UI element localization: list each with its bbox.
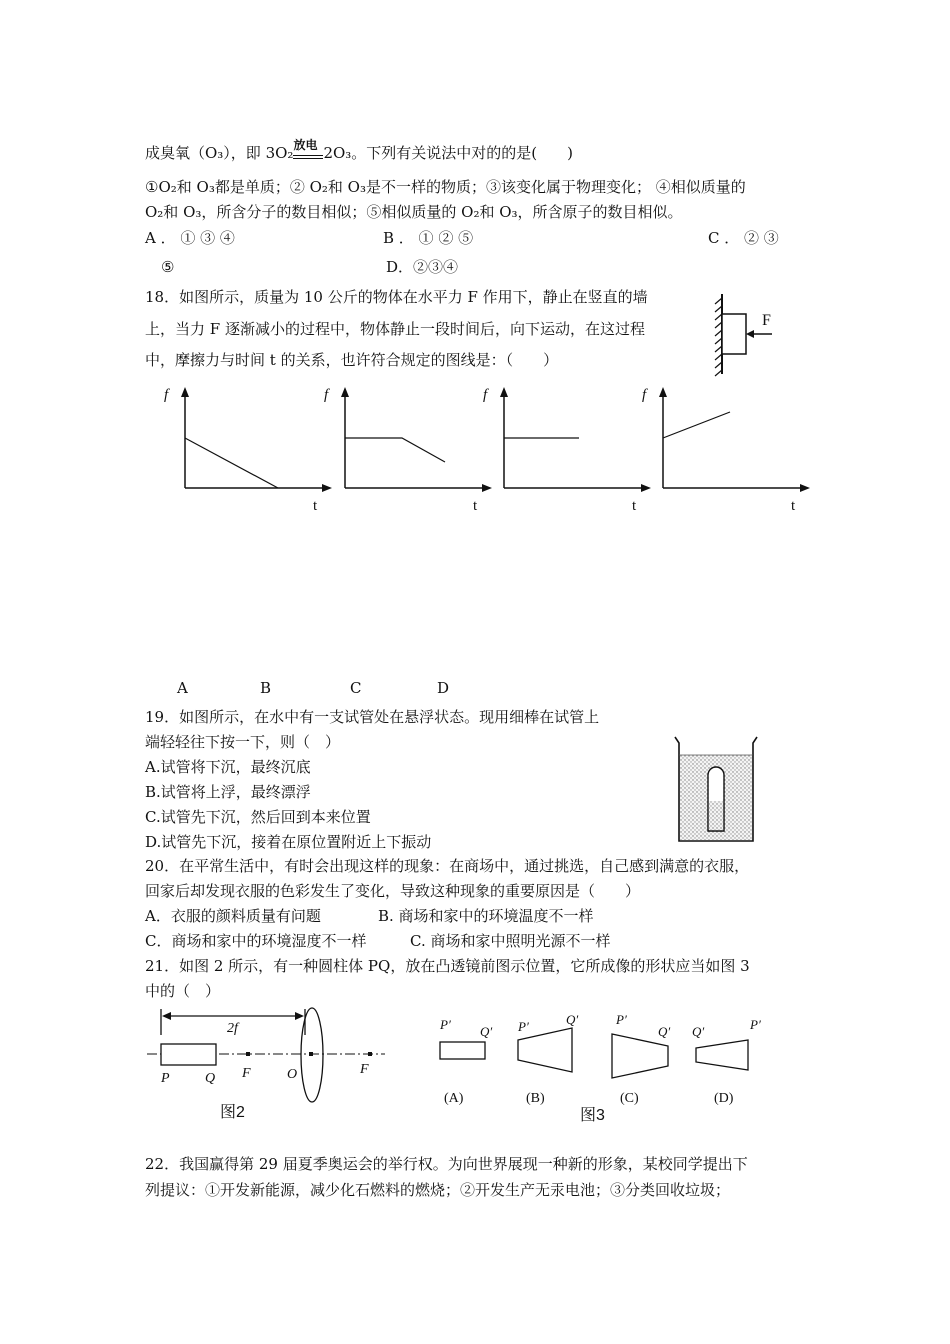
q19-option-d: D.试管先下沉，接着在原位置附近上下振动 [145, 833, 432, 851]
q17-option-d: D．②③④ [386, 258, 459, 276]
ft-graph-a [158, 383, 338, 513]
fig3-c-right: Q′ [658, 1024, 671, 1039]
graph-a-line [185, 438, 278, 488]
q22-line1: 22．我国赢得第 29 届夏季奥运会的举行权。为向世界展现一种新的形象，某校同学提出下 [145, 1155, 748, 1173]
q20-line2: 回家后却发现衣服的色彩发生了变化，导致这种现象的重要原因是（ ） [145, 882, 641, 900]
fig3-c-shape [612, 1034, 668, 1078]
graph-d-x-label: t [791, 498, 796, 514]
graph-b-y-label: f [324, 387, 329, 403]
label-q: Q [205, 1071, 216, 1086]
fig3-c-left: P′ [616, 1012, 627, 1027]
q19-line1: 19．如图所示，在水中有一支试管处在悬浮状态。现用细棒在试管上 [145, 708, 600, 726]
graph-label-a: A [177, 679, 188, 697]
ft-graph-c [477, 383, 657, 513]
q17-option-c: C ． ② ③ [708, 229, 779, 247]
lens-figure-2 [145, 1005, 395, 1130]
q20-option-d: C. 商场和家中照明光源不一样 [410, 932, 611, 950]
fig3-d-shape [696, 1040, 748, 1070]
q18-line1: 18．如图所示，质量为 10 公斤的物体在水平力 F 作用下，静止在竖直的墙 [145, 288, 648, 306]
image-options-figure-3 [430, 1012, 790, 1127]
q22-line2: 列提议：①开发新能源，减少化石燃料的燃烧；②开发生产无汞电池；③分类回收垃圾； [145, 1181, 731, 1199]
label-f-left: F [242, 1066, 251, 1081]
fig3-a-right: Q′ [480, 1024, 493, 1039]
focus-dot-right [368, 1052, 372, 1056]
reaction-condition: 放电 [293, 138, 318, 152]
graph-a-x-label: t [313, 498, 318, 514]
fig3-caption: 图3 [580, 1107, 605, 1124]
fig3-b-left: P′ [518, 1019, 529, 1034]
graph-d-line [663, 412, 730, 438]
cylinder-pq [161, 1044, 216, 1065]
q17-option-a: A ． ① ③ ④ [145, 229, 235, 247]
q17-line1 [145, 138, 573, 163]
block [722, 314, 746, 354]
q20-option-c: C．商场和家中的环境湿度不一样 [145, 932, 367, 950]
q17-option-c-cont: ⑤ [161, 258, 175, 276]
force-label: F [762, 312, 771, 329]
center-dot [309, 1052, 313, 1056]
graph-b-x-label: t [473, 498, 478, 514]
reaction-arrow [293, 138, 323, 161]
fig3-b-shape [518, 1028, 572, 1072]
graph-c-y-label: f [483, 387, 488, 403]
q21-line1: 21．如图 2 所示，有一种圆柱体 PQ，放在凸透镜前图示位置，它所成像的形状应当如图 3 [145, 957, 750, 975]
graph-b-line [345, 438, 445, 462]
fig3-d-right: P′ [750, 1017, 761, 1032]
q19-line2: 端轻轻往下按一下，则（ ） [145, 733, 341, 751]
fig3-b-right: Q′ [566, 1012, 579, 1027]
fig3-a-shape [440, 1042, 485, 1059]
q20-line1: 20．在平常生活中，有时会出现这样的现象：在商场中，通过挑选，自己感到满意的衣服， [145, 857, 750, 875]
graph-label-b: B [260, 679, 272, 697]
graph-label-d: D [437, 679, 450, 697]
fig3-c-label: (C) [620, 1091, 639, 1106]
q18-line3: 中，摩擦力与时间 t 的关系，也许符合规定的图线是：（ ） [145, 351, 559, 369]
fig3-d-left: Q′ [692, 1024, 705, 1039]
q17-line2: ①O₂和 O₃都是单质；② O₂和 O₃是不一样的物质；③该变化属于物理变化； ④相似质量的 [145, 178, 746, 196]
label-f-right: F [360, 1062, 369, 1077]
q20-option-a: A．衣服的颜料质量有问题 [145, 907, 321, 925]
q17-line1-post: 2O₃。下列有关说法中对的的是( ) [323, 144, 573, 162]
focus-dot-left [246, 1052, 250, 1056]
q21-line2: 中的（ ） [145, 982, 221, 1000]
fig3-a-label: (A) [444, 1091, 464, 1106]
label-p: P [161, 1071, 170, 1086]
q19-option-b: B.试管将上浮，最终漂浮 [145, 783, 311, 801]
dist-label: 2f [227, 1021, 238, 1036]
graph-a-y-label: f [164, 387, 169, 403]
q19-option-c: C.试管先下沉，然后回到本来位置 [145, 808, 371, 826]
graph-d-y-label: f [642, 387, 647, 403]
wall-block-figure [710, 292, 780, 382]
ft-graph-d [636, 383, 816, 513]
fig3-d-label: (D) [714, 1091, 734, 1106]
fig3-a-left: P′ [440, 1017, 451, 1032]
graph-label-c: C [350, 679, 362, 697]
q17-line3: O₂和 O₃，所含分子的数目相似；⑤相似质量的 O₂和 O₃，所含原子的数目相似。 [145, 203, 683, 221]
fig2-caption: 图2 [220, 1104, 245, 1121]
label-o: O [287, 1067, 298, 1082]
graph-c-x-label: t [632, 498, 637, 514]
test-tube-beaker-figure [672, 735, 762, 847]
q17-line1-pre: 成臭氧（O₃），即 3O₂ [145, 144, 294, 162]
ft-graph-b [318, 383, 498, 513]
q17-option-b: B ． ① ② ⑤ [383, 229, 474, 247]
q18-line2: 上，当力 F 逐渐减小的过程中，物体静止一段时间后，向下运动，在这过程 [145, 320, 645, 338]
q20-option-b: B. 商场和家中的环境温度不一样 [378, 907, 594, 925]
q19-option-a: A.试管将下沉，最终沉底 [145, 758, 311, 776]
fig3-b-label: (B) [526, 1091, 545, 1106]
